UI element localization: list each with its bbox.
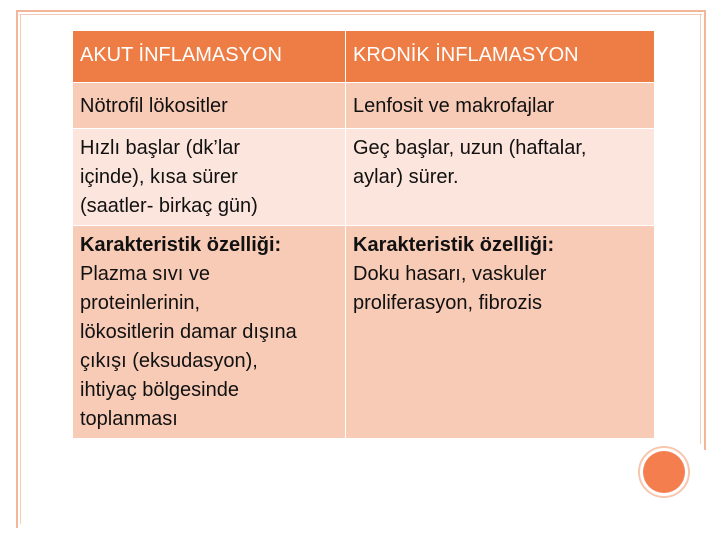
table-row [73, 226, 655, 439]
slide-frame-right [704, 10, 706, 450]
cell-acute-cells [73, 83, 346, 129]
cell-chronic-cells [346, 83, 655, 129]
characteristic-label: Karakteristik özelliği: [353, 234, 555, 256]
cell-text: Lenfosit ve makrofajlar [353, 94, 555, 117]
table-row [73, 83, 655, 129]
header-chronic: KRONİK İNFLAMASYON [346, 31, 655, 83]
comparison-table [72, 30, 655, 439]
slide-frame-left [16, 10, 18, 528]
cell-chronic-onset [346, 129, 655, 226]
cell-text: Geç başlar, uzun (haftalar, aylar) sürer. [353, 137, 587, 188]
slide-frame-right-inner [700, 14, 701, 444]
characteristic-label: Karakteristik özelliği: [80, 234, 282, 256]
cell-acute-characteristic [73, 226, 346, 439]
slide-frame-top [16, 10, 706, 12]
circle-dot-icon [643, 451, 685, 493]
cell-chronic-characteristic [346, 226, 655, 439]
table-row [73, 129, 655, 226]
header-acute: AKUT İNFLAMASYON [73, 31, 346, 83]
slide-frame-top-inner [20, 14, 702, 15]
cell-text: Doku hasarı, vaskuler proliferasyon, fibrozis [353, 263, 547, 314]
cell-text: Plazma sıvı ve proteinlerinin, lökositlerin damar dışına çıkışı (eksudasyon), ihtiyaç bölgesinde toplanması [80, 263, 297, 430]
cell-text: Nötrofil lökositler [80, 94, 228, 117]
table-header-row [73, 31, 655, 83]
cell-acute-onset [73, 129, 346, 226]
cell-text: Hızlı başlar (dk’lar içinde), kısa sürer (saatler- birkaç gün) [80, 137, 258, 217]
slide-frame-left-inner [20, 14, 21, 524]
